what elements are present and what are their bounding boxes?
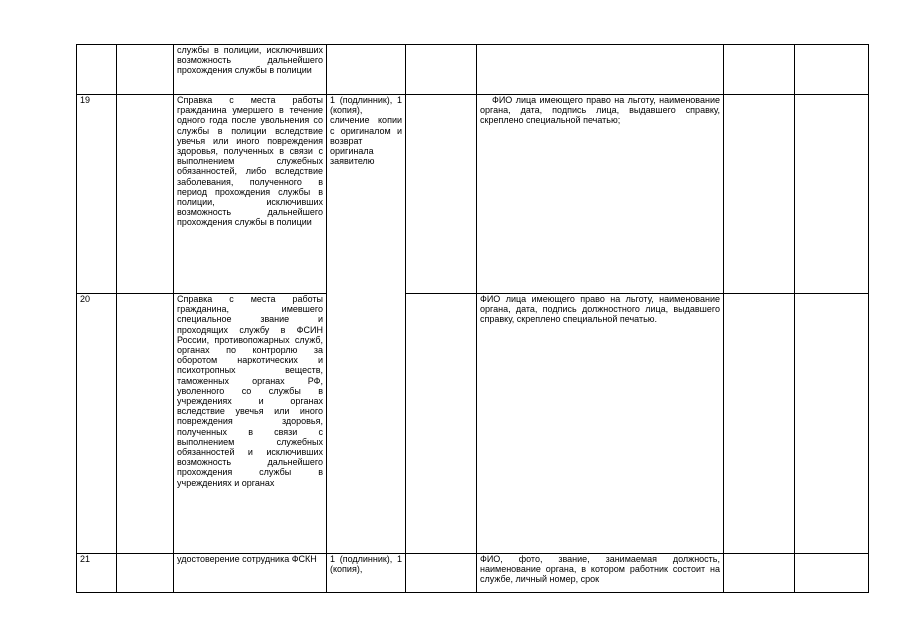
quantity-cell — [327, 45, 406, 95]
row-number: 21 — [80, 554, 91, 564]
quantity-cell — [327, 554, 406, 593]
empty-cell — [795, 554, 869, 593]
requirements-text: ФИО, фото, звание, занимаемая должность, наименование органа, в котором работник состоит на службе, личный номер, срок — [480, 554, 720, 585]
quantity-cell — [327, 95, 406, 294]
requirements-text: ФИО лица имеющего право на льготу, наименование органа, дата, подпись лица, выдавшего справку, скреплено специальной печатью; — [480, 95, 720, 126]
empty-cell — [724, 45, 795, 95]
empty-cell — [795, 95, 869, 294]
document-table — [76, 44, 869, 593]
empty-cell — [117, 294, 174, 554]
document-name-cell — [174, 294, 327, 554]
requirements-text: ФИО лица имеющего право на льготу, наименование органа, дата, подпись должностного лица, выдавшего справку, скреплено специальной печатью. — [480, 294, 720, 325]
quantity-cell — [327, 294, 406, 554]
empty-cell — [406, 45, 477, 95]
empty-cell — [406, 294, 477, 554]
empty-cell — [117, 554, 174, 593]
document-name-text: службы в полиции, исключивших возможность дальнейшего прохождения службы в полиции — [177, 45, 323, 76]
table-row — [77, 45, 869, 95]
empty-cell — [795, 45, 869, 95]
document-name-cell — [174, 554, 327, 593]
requirements-cell — [477, 95, 724, 294]
requirements-cell — [477, 45, 724, 95]
empty-cell — [117, 45, 174, 95]
empty-cell — [724, 294, 795, 554]
row-number-cell — [77, 95, 117, 294]
empty-cell — [406, 554, 477, 593]
row-number: 19 — [80, 95, 91, 105]
document-name-cell — [174, 45, 327, 95]
empty-cell — [795, 294, 869, 554]
row-number: 20 — [80, 294, 91, 304]
table-row — [77, 294, 869, 554]
table-row — [77, 554, 869, 593]
empty-cell — [117, 95, 174, 294]
quantity-text: 1 (подлинник), 1 (копия), сличение копии с оригиналом и возврат оригинала заявителю — [330, 95, 402, 167]
empty-cell — [406, 95, 477, 294]
document-name-text: удостоверение сотрудника ФСКН — [177, 554, 317, 564]
row-number-cell — [77, 294, 117, 554]
document-name-text: Справка с места работы гражданина умершего в течение одного года после увольнения со службы в полиции вследствие увечья или иного повреждения здоровья, полученных в связи с выполнением служебных обязанностей, либо вследствие заболевания, полученного в период прохождения службы в полиции, исключивших возможность дальнейшего прохождения службы в полиции — [177, 95, 323, 228]
quantity-text: 1 (подлинник), 1 (копия), — [330, 554, 402, 575]
document-name-text: Справка с места работы гражданина, имевшего специальное звание и проходящих службу в ФСИН России, противопожарных служб, органах по контрорлю за оборотом наркотических и психотропных веществ, таможенных органах РФ, уволенного со службы в учреждениях и органах вследствие увечья или иного повреждения здоровья, полученных в связи с выполнением служебных обязанностей и исключивших возможность дальнейшего прохождения службы в учреждениях и органах — [177, 294, 323, 488]
table-row — [77, 95, 869, 294]
requirements-cell — [477, 294, 724, 554]
document-name-cell — [174, 95, 327, 294]
empty-cell — [724, 554, 795, 593]
row-number-cell — [77, 45, 117, 95]
requirements-cell — [477, 554, 724, 593]
row-number-cell — [77, 554, 117, 593]
empty-cell — [724, 95, 795, 294]
